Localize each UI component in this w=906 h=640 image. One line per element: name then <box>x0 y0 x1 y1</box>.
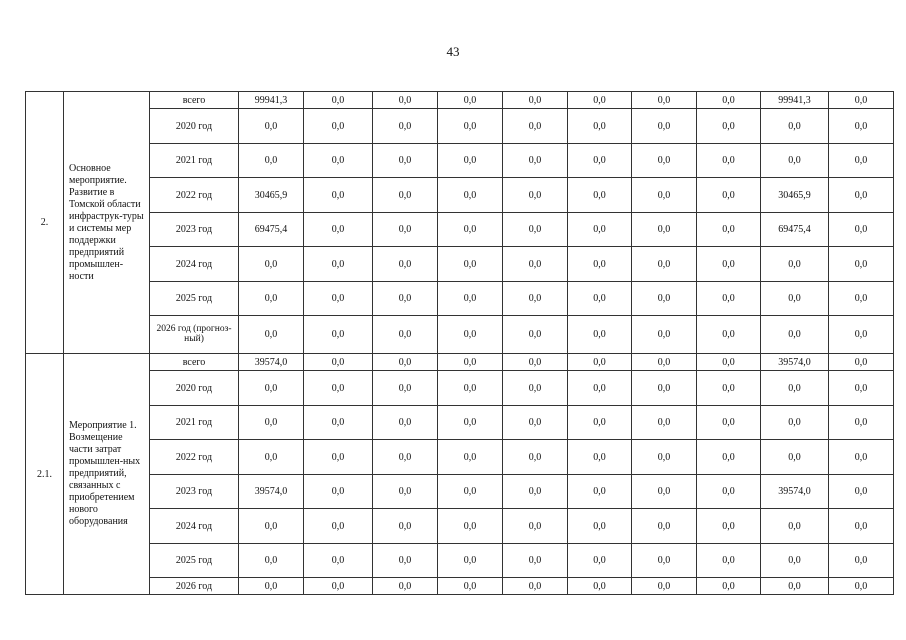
value-cell: 0,0 <box>239 371 304 406</box>
value-cell: 0,0 <box>761 371 829 406</box>
value-cell: 0,0 <box>697 475 761 509</box>
value-cell: 0,0 <box>568 440 632 475</box>
value-cell: 0,0 <box>829 92 894 109</box>
value-cell: 0,0 <box>568 109 632 144</box>
value-cell: 0,0 <box>304 282 373 316</box>
value-cell: 0,0 <box>304 316 373 354</box>
value-cell: 30465,9 <box>761 178 829 213</box>
value-cell: 0,0 <box>632 475 697 509</box>
value-cell: 0,0 <box>304 406 373 440</box>
value-cell: 0,0 <box>568 178 632 213</box>
value-cell: 0,0 <box>761 406 829 440</box>
value-cell: 0,0 <box>503 247 568 282</box>
value-cell: 0,0 <box>568 282 632 316</box>
value-cell: 0,0 <box>632 282 697 316</box>
value-cell: 0,0 <box>239 109 304 144</box>
value-cell: 0,0 <box>304 92 373 109</box>
value-cell: 0,0 <box>829 406 894 440</box>
value-cell: 0,0 <box>697 282 761 316</box>
value-cell: 0,0 <box>829 371 894 406</box>
value-cell: 0,0 <box>697 213 761 247</box>
value-cell: 0,0 <box>829 578 894 595</box>
value-cell: 0,0 <box>632 440 697 475</box>
value-cell: 0,0 <box>503 440 568 475</box>
value-cell: 0,0 <box>761 440 829 475</box>
section-description: Мероприятие 1. Возмещение части затрат промышлен-ных предприятий, связанных с приобретением нового оборудования <box>64 354 150 595</box>
value-cell: 0,0 <box>373 544 438 578</box>
value-cell: 0,0 <box>373 354 438 371</box>
value-cell: 0,0 <box>632 109 697 144</box>
value-cell: 0,0 <box>761 109 829 144</box>
value-cell: 0,0 <box>697 178 761 213</box>
value-cell: 39574,0 <box>761 354 829 371</box>
value-cell: 0,0 <box>239 544 304 578</box>
value-cell: 0,0 <box>697 544 761 578</box>
value-cell: 0,0 <box>503 406 568 440</box>
value-cell: 0,0 <box>632 92 697 109</box>
value-cell: 0,0 <box>568 475 632 509</box>
period-label: 2020 год <box>150 371 239 406</box>
table-row <box>26 282 894 316</box>
value-cell: 0,0 <box>304 475 373 509</box>
value-cell: 0,0 <box>304 371 373 406</box>
period-label: всего <box>150 354 239 371</box>
period-label: 2026 год <box>150 578 239 595</box>
value-cell: 0,0 <box>373 144 438 178</box>
value-cell: 0,0 <box>829 544 894 578</box>
value-cell: 0,0 <box>438 578 503 595</box>
period-label: 2020 год <box>150 109 239 144</box>
value-cell: 0,0 <box>503 544 568 578</box>
value-cell: 39574,0 <box>239 354 304 371</box>
value-cell: 0,0 <box>632 406 697 440</box>
value-cell: 0,0 <box>761 578 829 595</box>
period-label: 2025 год <box>150 544 239 578</box>
value-cell: 0,0 <box>438 282 503 316</box>
value-cell: 0,0 <box>761 544 829 578</box>
value-cell: 0,0 <box>438 544 503 578</box>
value-cell: 0,0 <box>761 144 829 178</box>
value-cell: 39574,0 <box>761 475 829 509</box>
table-row <box>26 213 894 247</box>
page-number: 43 <box>446 44 460 59</box>
table-row <box>26 247 894 282</box>
value-cell: 0,0 <box>697 92 761 109</box>
value-cell: 0,0 <box>239 316 304 354</box>
value-cell: 99941,3 <box>239 92 304 109</box>
value-cell: 0,0 <box>438 509 503 544</box>
value-cell: 0,0 <box>761 316 829 354</box>
value-cell: 0,0 <box>632 144 697 178</box>
value-cell: 0,0 <box>304 109 373 144</box>
value-cell: 0,0 <box>304 178 373 213</box>
table-row <box>26 109 894 144</box>
table-row <box>26 316 894 354</box>
value-cell: 0,0 <box>697 109 761 144</box>
value-cell: 0,0 <box>829 109 894 144</box>
table-row <box>26 144 894 178</box>
value-cell: 0,0 <box>761 247 829 282</box>
value-cell: 0,0 <box>697 406 761 440</box>
value-cell: 0,0 <box>632 178 697 213</box>
section-description: Основное мероприятие. Развитие в Томской области инфраструк-туры и системы мер поддержки предприятий промышлен-ности <box>64 92 150 354</box>
period-label: 2024 год <box>150 509 239 544</box>
value-cell: 0,0 <box>632 316 697 354</box>
value-cell: 0,0 <box>568 578 632 595</box>
value-cell: 0,0 <box>373 316 438 354</box>
value-cell: 0,0 <box>373 509 438 544</box>
value-cell: 0,0 <box>568 509 632 544</box>
value-cell: 0,0 <box>503 354 568 371</box>
period-label: 2022 год <box>150 440 239 475</box>
value-cell: 0,0 <box>503 316 568 354</box>
value-cell: 0,0 <box>503 92 568 109</box>
value-cell: 0,0 <box>632 509 697 544</box>
value-cell: 0,0 <box>503 213 568 247</box>
value-cell: 0,0 <box>304 509 373 544</box>
value-cell: 0,0 <box>373 475 438 509</box>
period-label: 2023 год <box>150 475 239 509</box>
value-cell: 69475,4 <box>761 213 829 247</box>
value-cell: 0,0 <box>829 316 894 354</box>
value-cell: 0,0 <box>438 178 503 213</box>
value-cell: 0,0 <box>697 578 761 595</box>
value-cell: 30465,9 <box>239 178 304 213</box>
period-label <box>150 316 239 354</box>
value-cell: 0,0 <box>568 371 632 406</box>
value-cell: 0,0 <box>438 475 503 509</box>
value-cell: 0,0 <box>761 282 829 316</box>
value-cell: 0,0 <box>503 109 568 144</box>
value-cell: 0,0 <box>503 282 568 316</box>
section-number: 2. <box>26 92 64 354</box>
value-cell: 0,0 <box>438 406 503 440</box>
value-cell: 0,0 <box>632 544 697 578</box>
value-cell: 0,0 <box>503 578 568 595</box>
value-cell: 0,0 <box>829 354 894 371</box>
period-label: 2021 год <box>150 144 239 178</box>
table-row <box>26 475 894 509</box>
value-cell: 0,0 <box>304 578 373 595</box>
table-row <box>26 92 894 109</box>
value-cell: 0,0 <box>304 440 373 475</box>
value-cell: 0,0 <box>632 578 697 595</box>
value-cell: 0,0 <box>304 247 373 282</box>
value-cell: 0,0 <box>568 92 632 109</box>
value-cell: 0,0 <box>373 406 438 440</box>
value-cell: 0,0 <box>503 509 568 544</box>
value-cell: 0,0 <box>438 354 503 371</box>
value-cell: 0,0 <box>632 354 697 371</box>
period-label: 2025 год <box>150 282 239 316</box>
value-cell: 0,0 <box>373 92 438 109</box>
value-cell: 0,0 <box>503 475 568 509</box>
value-cell: 0,0 <box>697 440 761 475</box>
value-cell: 0,0 <box>568 213 632 247</box>
value-cell: 0,0 <box>373 109 438 144</box>
value-cell: 0,0 <box>239 509 304 544</box>
value-cell: 0,0 <box>438 109 503 144</box>
value-cell: 0,0 <box>503 144 568 178</box>
value-cell: 0,0 <box>304 144 373 178</box>
value-cell: 0,0 <box>829 509 894 544</box>
value-cell: 0,0 <box>304 544 373 578</box>
value-cell: 0,0 <box>373 213 438 247</box>
value-cell: 99941,3 <box>761 92 829 109</box>
value-cell: 0,0 <box>568 316 632 354</box>
table-row <box>26 406 894 440</box>
value-cell: 0,0 <box>239 440 304 475</box>
value-cell: 39574,0 <box>239 475 304 509</box>
value-cell: 0,0 <box>829 144 894 178</box>
period-label: 2023 год <box>150 213 239 247</box>
value-cell: 0,0 <box>568 247 632 282</box>
section-number: 2.1. <box>26 354 64 595</box>
table-row <box>26 371 894 406</box>
value-cell: 0,0 <box>438 144 503 178</box>
value-cell: 0,0 <box>373 282 438 316</box>
value-cell: 0,0 <box>829 178 894 213</box>
period-label-text: 2026 год (прогноз-ный) <box>156 323 232 344</box>
period-label: 2022 год <box>150 178 239 213</box>
period-label: всего <box>150 92 239 109</box>
value-cell: 0,0 <box>761 509 829 544</box>
value-cell: 0,0 <box>239 144 304 178</box>
table-row <box>26 354 894 371</box>
value-cell: 69475,4 <box>239 213 304 247</box>
value-cell: 0,0 <box>438 440 503 475</box>
value-cell: 0,0 <box>829 475 894 509</box>
value-cell: 0,0 <box>503 178 568 213</box>
table-row <box>26 509 894 544</box>
value-cell: 0,0 <box>632 247 697 282</box>
value-cell: 0,0 <box>568 406 632 440</box>
value-cell: 0,0 <box>568 544 632 578</box>
value-cell: 0,0 <box>697 247 761 282</box>
table-row <box>26 178 894 213</box>
period-label: 2024 год <box>150 247 239 282</box>
value-cell: 0,0 <box>632 371 697 406</box>
value-cell: 0,0 <box>697 371 761 406</box>
value-cell: 0,0 <box>438 371 503 406</box>
table-row <box>26 578 894 595</box>
value-cell: 0,0 <box>829 213 894 247</box>
value-cell: 0,0 <box>829 440 894 475</box>
value-cell: 0,0 <box>632 213 697 247</box>
value-cell: 0,0 <box>373 440 438 475</box>
value-cell: 0,0 <box>829 282 894 316</box>
value-cell: 0,0 <box>239 578 304 595</box>
value-cell: 0,0 <box>697 144 761 178</box>
value-cell: 0,0 <box>697 316 761 354</box>
value-cell: 0,0 <box>239 406 304 440</box>
value-cell: 0,0 <box>239 247 304 282</box>
table-row <box>26 544 894 578</box>
period-label: 2021 год <box>150 406 239 440</box>
value-cell: 0,0 <box>829 247 894 282</box>
value-cell: 0,0 <box>503 371 568 406</box>
value-cell: 0,0 <box>568 144 632 178</box>
value-cell: 0,0 <box>438 213 503 247</box>
value-cell: 0,0 <box>239 282 304 316</box>
value-cell: 0,0 <box>697 509 761 544</box>
value-cell: 0,0 <box>373 578 438 595</box>
value-cell: 0,0 <box>304 213 373 247</box>
value-cell: 0,0 <box>373 247 438 282</box>
value-cell: 0,0 <box>373 178 438 213</box>
table-row <box>26 440 894 475</box>
value-cell: 0,0 <box>438 247 503 282</box>
value-cell: 0,0 <box>304 354 373 371</box>
budget-table <box>25 91 894 595</box>
value-cell: 0,0 <box>373 371 438 406</box>
value-cell: 0,0 <box>438 92 503 109</box>
value-cell: 0,0 <box>697 354 761 371</box>
value-cell: 0,0 <box>438 316 503 354</box>
value-cell: 0,0 <box>568 354 632 371</box>
